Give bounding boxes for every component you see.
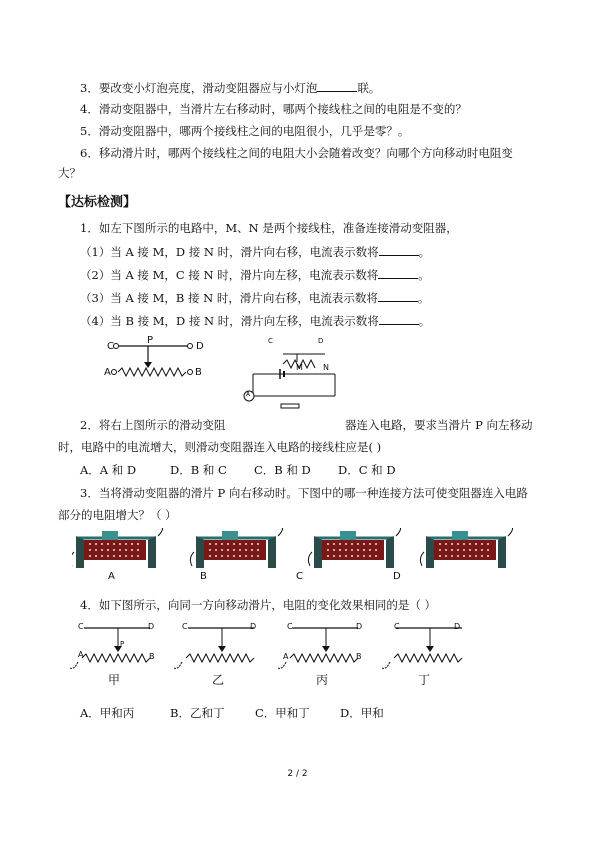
- terminal-d-label: D: [196, 341, 204, 352]
- circuit-diagram-right: [235, 334, 345, 412]
- problem-2-option-a[interactable]: A．A 和 D: [80, 463, 137, 477]
- ammeter-label: A: [246, 391, 251, 398]
- question-6-line2: 大？: [58, 166, 81, 180]
- question-4: 4．滑动变阻器中，当滑片左右移动时，哪两个接线柱之间的电阻是不变的？: [80, 102, 467, 116]
- diagram3-d-label: D: [356, 622, 363, 631]
- problem-2-line1b: 器连入电路，要求当滑片 P 向左移动: [345, 418, 533, 432]
- diagram2-d-label: D: [250, 622, 257, 631]
- terminal-b-label: B: [195, 367, 202, 378]
- problem-1-item: （2）当 A 接 M，C 接 N 时，滑片向左移，电流表示数将 。: [80, 268, 430, 282]
- diagram-label-bing: 丙: [316, 673, 329, 687]
- terminal-c-label: C: [107, 341, 114, 352]
- answer-blank: [379, 313, 419, 325]
- problem-1-intro: 1．如左下图所示的电路中，M、N 是两个接线柱，准备连接滑动变阻器，: [80, 221, 458, 235]
- picture-label-c[interactable]: C: [296, 571, 303, 582]
- terminal-a-label: A: [104, 367, 111, 378]
- diagram3-a-label: A: [283, 652, 289, 661]
- problem-2-line1a: 2．将右上图所示的滑动变阻: [80, 418, 226, 432]
- terminal-n-label: N: [323, 363, 329, 372]
- problem-3-line1: 3．当将滑动变阻器的滑片 P 向右移动时。下图中的哪一种连接方法可使变阻器连入电路: [80, 486, 528, 500]
- question-6-line1: 6．移动滑片时，哪两个接线柱之间的电阻大小会随着改变？向哪个方向移动时电阻变: [80, 146, 513, 160]
- problem-1-item: （1）当 A 接 M，D 接 N 时，滑片向右移，电流表示数将 。: [80, 245, 431, 259]
- diagram-label-jia: 甲: [108, 673, 121, 687]
- terminal-m-label: M: [296, 363, 303, 372]
- problem-4-option-c[interactable]: C．甲和丁: [255, 706, 310, 720]
- problem-2-option-b[interactable]: D．B 和 C: [170, 463, 227, 477]
- problem-2-option-c[interactable]: C．B 和 D: [254, 463, 311, 477]
- rheostat-schematic-left: [100, 332, 210, 382]
- problem-4-option-d[interactable]: D．甲和: [340, 706, 384, 720]
- answer-blank: [378, 267, 418, 279]
- picture-label-a[interactable]: A: [108, 571, 115, 582]
- answer-blank: [317, 80, 357, 92]
- picture-label-b[interactable]: B: [200, 571, 207, 582]
- diagram3-b-label: B: [356, 652, 362, 661]
- picture-label-d[interactable]: D: [393, 571, 401, 582]
- diagram-label-ding: 丁: [418, 673, 431, 687]
- problem-3-line2: 部分的电阻增大？（ ）: [58, 508, 177, 522]
- problem-2-line2: 时，电路中的电流增大，则滑动变阻器连入电路的接线柱应是( ): [58, 440, 382, 454]
- diagram4-d-label: D: [454, 622, 461, 631]
- question-5: 5．滑动变阻器中，哪两个接线柱之间的电阻很小，几乎是零？。: [80, 124, 410, 138]
- diagram2-c-label: C: [182, 622, 188, 631]
- problem-1-item: （4）当 B 接 M，D 接 N 时，滑片向左移，电流表示数将 。: [80, 314, 431, 328]
- diagram3-c-label: C: [287, 622, 293, 631]
- answer-blank: [379, 244, 419, 256]
- problem-1-item: （3）当 A 接 M，B 接 N 时，滑片向右移，电流表示数将 。: [80, 291, 430, 305]
- rheostat-pictures: [72, 528, 542, 580]
- diagram1-a-label: A: [78, 650, 84, 659]
- circuit-d-label: D: [318, 337, 324, 345]
- page-number: 2 / 2: [287, 769, 308, 779]
- section-title: 【达标检测】: [58, 195, 137, 210]
- problem-4-option-a[interactable]: A．甲和丙: [80, 706, 135, 720]
- diagram1-d-label: D: [148, 622, 155, 631]
- question-3: [80, 80, 380, 96]
- diagram1-p-label: P: [120, 640, 125, 648]
- slider-diagrams: [70, 618, 470, 680]
- answer-blank: [378, 290, 418, 302]
- diagram-label-yi: 乙: [212, 673, 225, 687]
- diagram1-b-label: B: [149, 652, 155, 661]
- problem-2-option-d[interactable]: D．C 和 D: [338, 463, 396, 477]
- slider-p-label: P: [147, 335, 154, 346]
- question-3-tail: 联。: [357, 81, 381, 95]
- diagram1-c-label: C: [78, 622, 84, 631]
- circuit-c-label: C: [268, 337, 273, 345]
- diagram4-c-label: C: [394, 622, 400, 631]
- problem-4-line1: 4．如下图所示，向同一方向移动滑片，电阻的变化效果相同的是（ ）: [80, 598, 436, 612]
- question-3-text: 3．要改变小灯泡亮度，滑动变阻器应与小灯泡: [80, 81, 318, 95]
- problem-4-option-b[interactable]: B．乙和丁: [170, 706, 225, 720]
